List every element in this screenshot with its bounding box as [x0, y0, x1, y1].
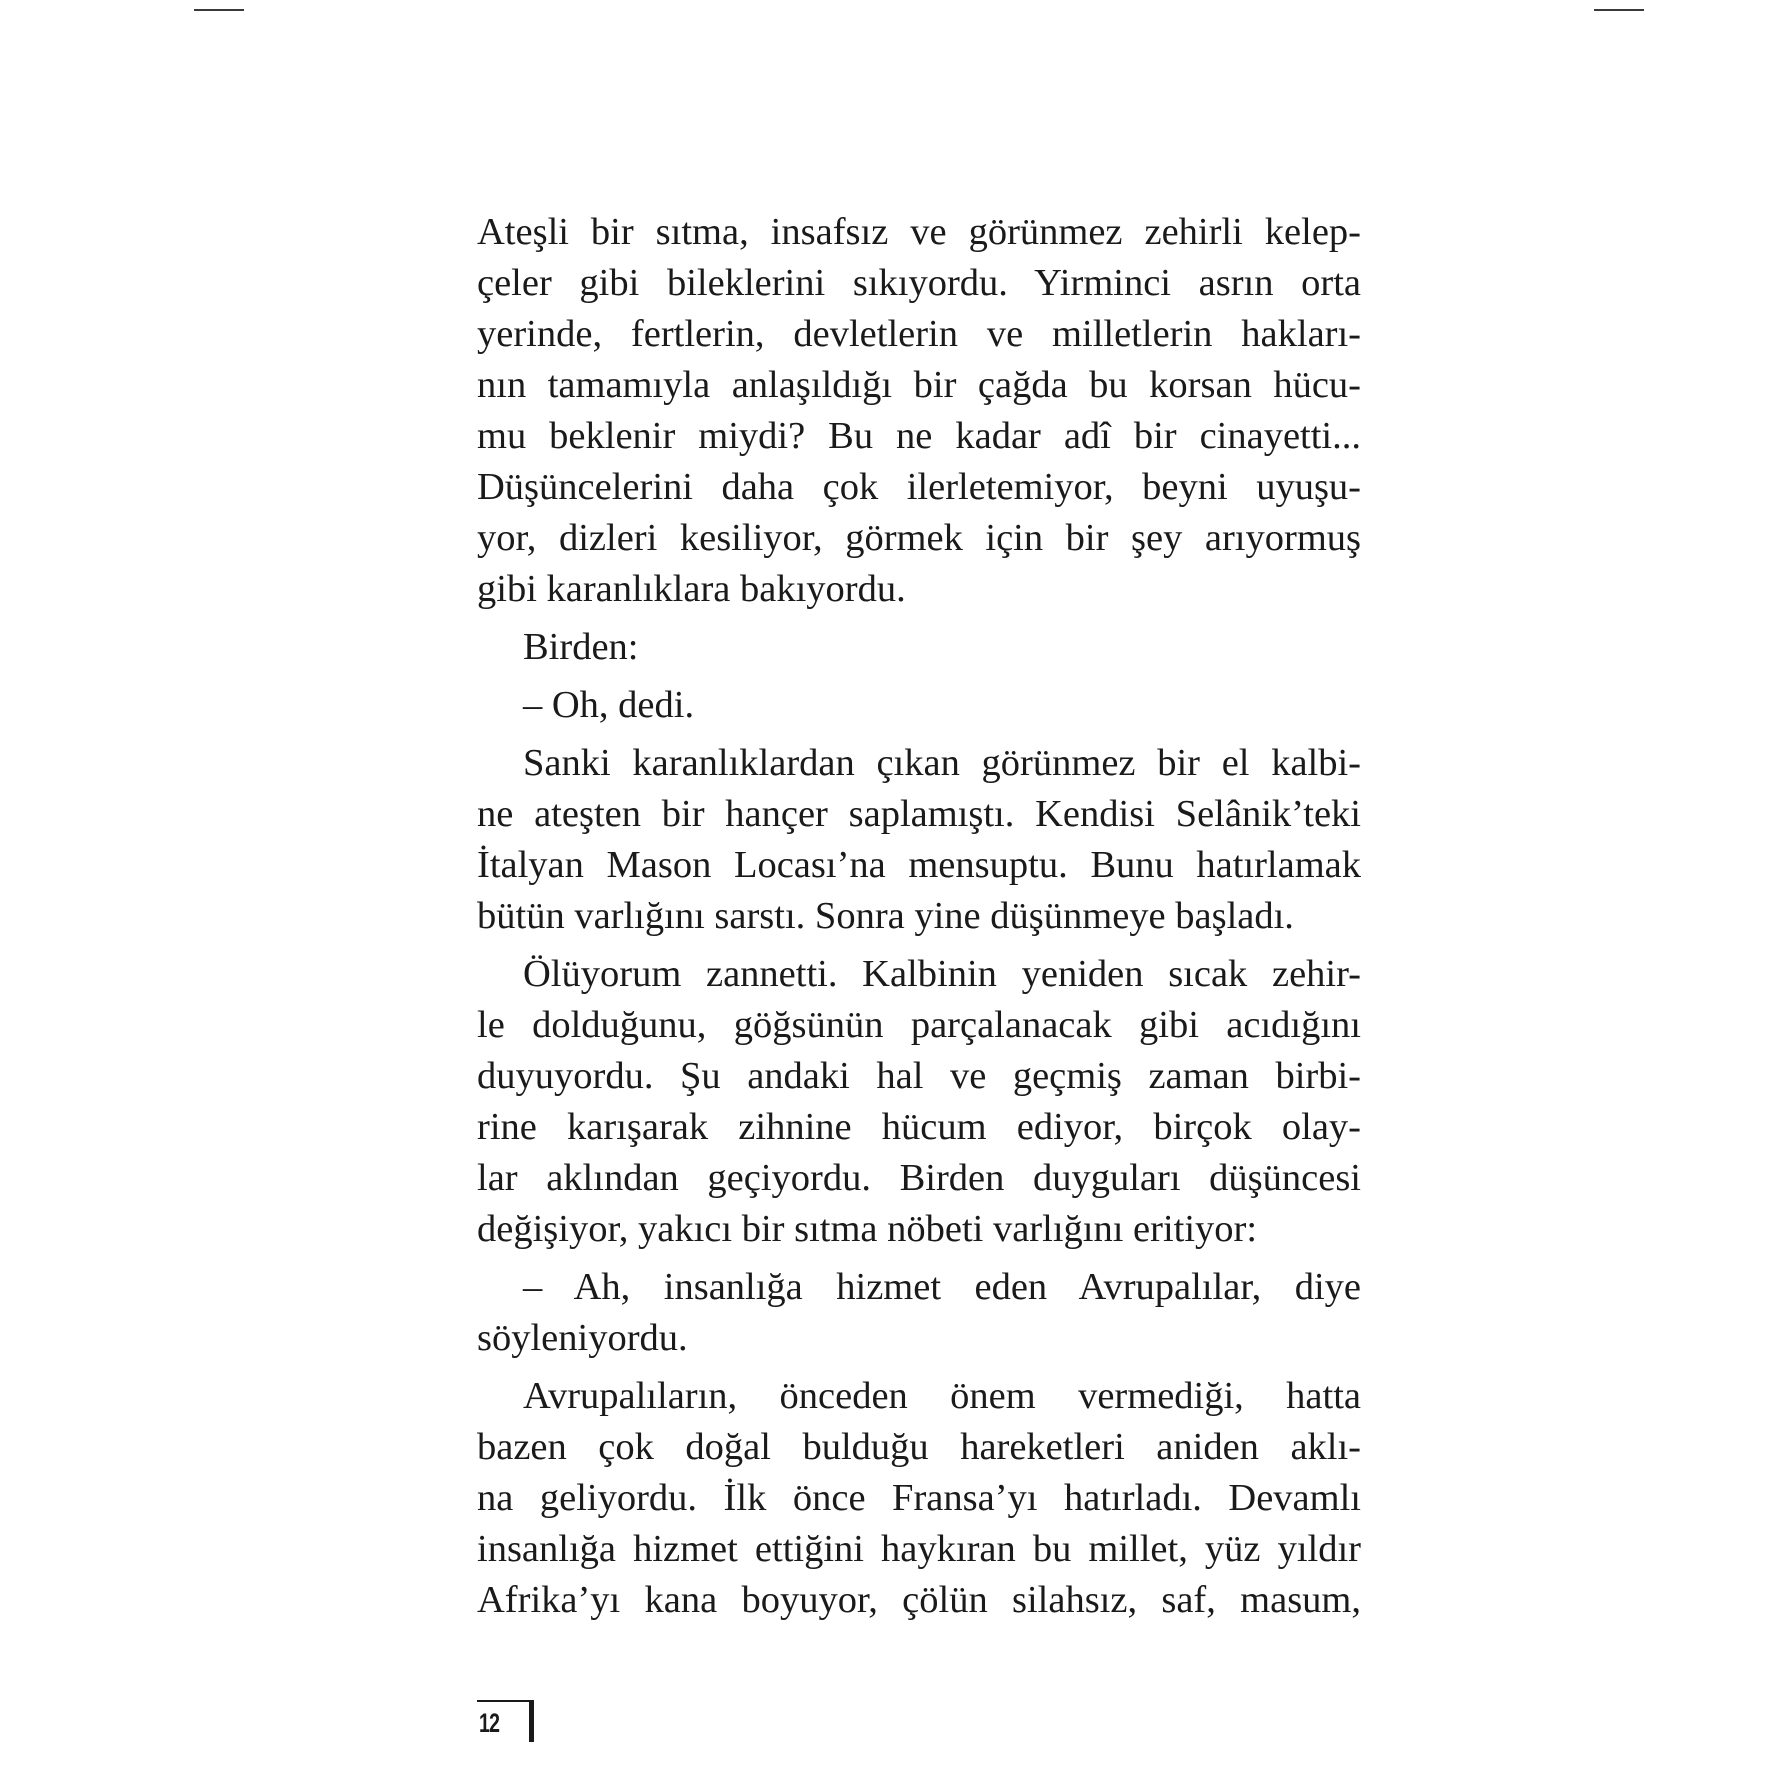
text-line: na geliyordu. İlk önce Fransa’yı hatırladı. Devamlı [477, 1477, 1361, 1519]
page-number-bar [529, 1700, 534, 1742]
text-line: Düşüncelerini daha çok ilerletemiyor, beyni uyuşu- [477, 466, 1361, 508]
paragraph [477, 622, 1361, 673]
text-line: Avrupalıların, önceden önem vermediği, hatta [523, 1375, 1361, 1417]
dialogue-line [477, 1262, 1361, 1364]
text-line: mu beklenir miydi? Bu ne kadar adî bir cinayetti... [477, 415, 1361, 457]
text-line: çeler gibi bileklerini sıkıyordu. Yirminci asrın orta [477, 262, 1361, 304]
body-text [477, 207, 1361, 1633]
text-line: nın tamamıyla anlaşıldığı bir çağda bu korsan hücu- [477, 364, 1361, 406]
paragraph [477, 738, 1361, 942]
text-line: – Ah, insanlığa hizmet eden Avrupalılar, diye [523, 1266, 1361, 1308]
text-line: Afrika’yı kana boyuyor, çölün silahsız, saf, masum, [477, 1579, 1361, 1621]
page-number-box [477, 1700, 533, 1738]
text-line: değişiyor, yakıcı bir sıtma nöbeti varlığını eritiyor: [477, 1208, 1258, 1250]
text-line: söyleniyordu. [477, 1317, 688, 1359]
crop-mark-left [194, 9, 244, 11]
paragraph [477, 1371, 1361, 1626]
text-line: ne ateşten bir hançer saplamıştı. Kendisi Selânik’teki [477, 793, 1361, 835]
page-number: 12 [479, 1708, 500, 1738]
text-line: yor, dizleri kesiliyor, görmek için bir şey arıyormuş [477, 517, 1361, 559]
text-line: Birden: [523, 626, 639, 668]
paragraph [477, 207, 1361, 615]
text-line: İtalyan Mason Locası’na mensuptu. Bunu hatırlamak [477, 844, 1361, 886]
text-line: lar aklından geçiyordu. Birden duyguları düşüncesi [477, 1157, 1361, 1199]
paragraph [477, 949, 1361, 1255]
text-line: Sanki karanlıklardan çıkan görünmez bir el kalbi- [523, 742, 1361, 784]
dialogue-line [477, 680, 1361, 731]
text-line: Ölüyorum zannetti. Kalbinin yeniden sıcak zehir- [523, 953, 1361, 995]
text-line: duyuyordu. Şu andaki hal ve geçmiş zaman birbi- [477, 1055, 1361, 1097]
text-line: – Oh, dedi. [523, 684, 695, 726]
crop-mark-right [1594, 9, 1644, 11]
text-line: bazen çok doğal bulduğu hareketleri aniden aklı- [477, 1426, 1361, 1468]
text-line: insanlığa hizmet ettiğini haykıran bu millet, yüz yıldır [477, 1528, 1361, 1570]
text-line: bütün varlığını sarstı. Sonra yine düşünmeye başladı. [477, 895, 1294, 937]
text-line: Ateşli bir sıtma, insafsız ve görünmez zehirli kelep- [477, 211, 1361, 253]
text-line: yerinde, fertlerin, devletlerin ve milletlerin hakları- [477, 313, 1361, 355]
text-line: gibi karanlıklara bakıyordu. [477, 568, 906, 610]
text-line: rine karışarak zihnine hücum ediyor, birçok olay- [477, 1106, 1361, 1148]
text-line: le dolduğunu, göğsünün parçalanacak gibi acıdığını [477, 1004, 1361, 1046]
